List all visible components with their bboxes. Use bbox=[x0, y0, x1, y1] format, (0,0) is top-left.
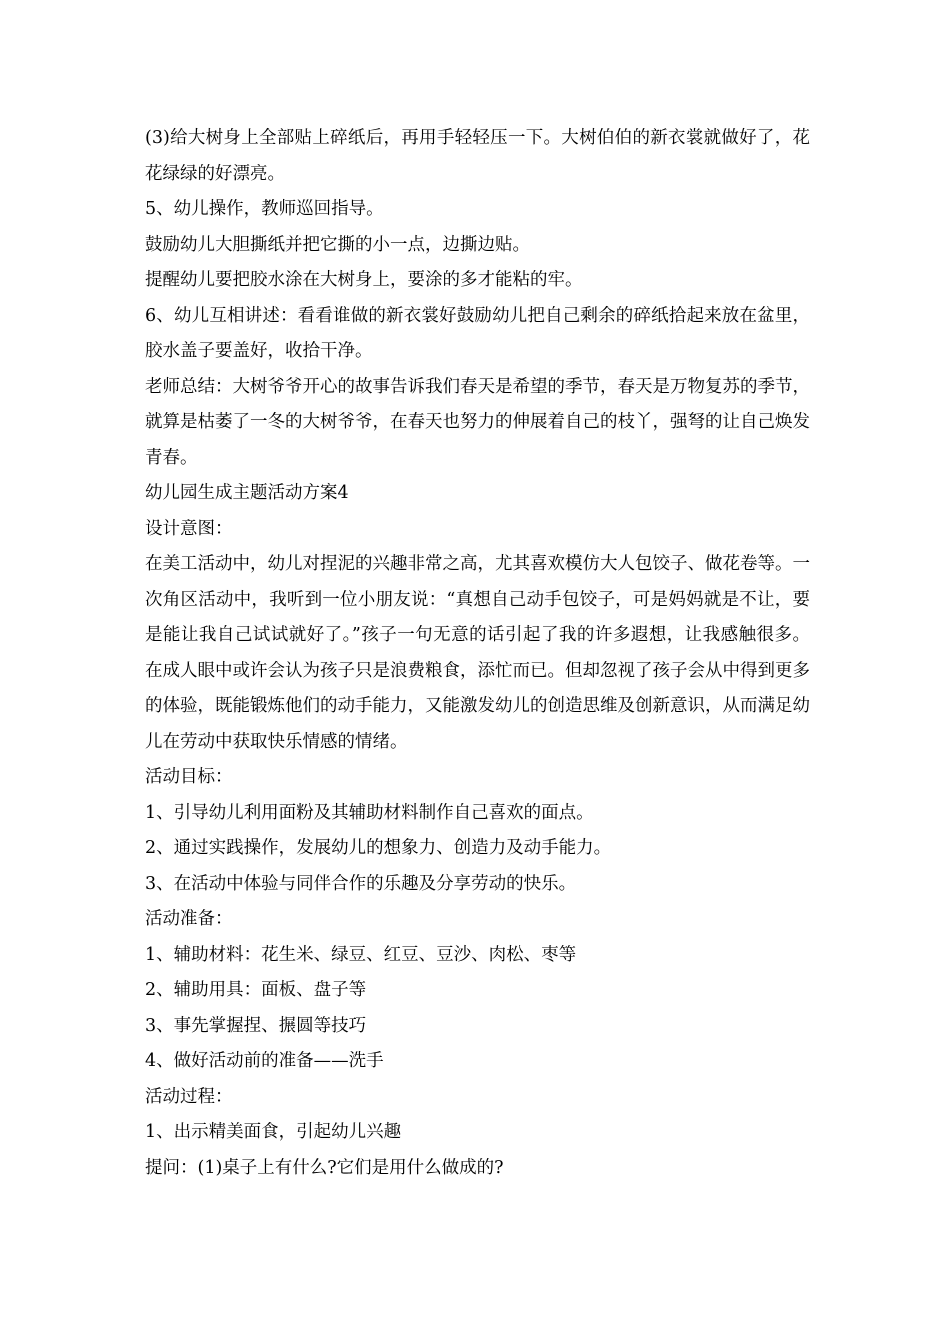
preparation-item-1: 1、辅助材料：花生米、绿豆、红豆、豆沙、肉松、枣等 bbox=[145, 944, 577, 965]
heading-design-intent: 设计意图： bbox=[145, 518, 233, 539]
paragraph-remind-glue: 提醒幼儿要把胶水涂在大树身上，要涂的多才能粘的牢。 bbox=[145, 270, 583, 290]
process-item-1: 1、出示精美面食，引起幼儿兴趣 bbox=[145, 1122, 402, 1142]
paragraph-step-6-describe: 6、幼儿互相讲述：看看谁做的新衣裳好鼓励幼儿把自己剩余的碎纸拾起来放在盆里，胶水盖子要盖好，收拾干净。 bbox=[145, 305, 810, 361]
paragraph-step-3-stick-paper: (3)给大树身上全部贴上碎纸后，再用手轻轻压一下。大树伯伯的新衣裳就做好了，花花绿绿的好漂亮。 bbox=[145, 128, 810, 184]
goal-item-2: 2、通过实践操作，发展幼儿的想象力、创造力及动手能力。 bbox=[145, 838, 612, 858]
heading-activity-preparation: 活动准备： bbox=[145, 909, 233, 929]
preparation-item-2: 2、辅助用具：面板、盘子等 bbox=[145, 980, 367, 1000]
preparation-item-4: 4、做好活动前的准备——洗手 bbox=[145, 1051, 384, 1071]
paragraph-design-intent: 在美工活动中，幼儿对捏泥的兴趣非常之高，尤其喜欢模仿大人包饺子、做花卷等。一次角区活动中，我听到一位小朋友说：“真想自己动手包饺子，可是妈妈就是不让，要是能让我自己试试就好了。”孩子一句无意的话引起了我的许多遐想，让我感触很多。在成人眼中或许会认为孩子只是浪费粮食，添忙而已。但却忽视了孩子会从中得到更多的体验，既能锻炼他们的动手能力，又能激发幼儿的创造思维及创新意识，从而满足幼儿在劳动中获取快乐情感的情绪。 bbox=[145, 554, 810, 752]
goal-item-1: 1、引导幼儿利用面粉及其辅助材料制作自己喜欢的面点。 bbox=[145, 802, 594, 823]
preparation-item-3: 3、事先掌握捏、搌圆等技巧 bbox=[145, 1015, 367, 1036]
paragraph-step-5-children-operate: 5、幼儿操作，教师巡回指导。 bbox=[145, 199, 384, 219]
paragraph-teacher-summary: 老师总结：大树爷爷开心的故事告诉我们春天是希望的季节，春天是万物复苏的季节，就算是枯萎了一冬的大树爷爷，在春天也努力的伸展着自己的枝丫，强弩的让自己焕发青春。 bbox=[145, 376, 810, 468]
paragraph-encourage-tearing: 鼓励幼儿大胆撕纸并把它撕的小一点，边撕边贴。 bbox=[145, 234, 530, 255]
goal-item-3: 3、在活动中体验与同伴合作的乐趣及分享劳动的快乐。 bbox=[145, 873, 577, 894]
section-title-plan-4: 幼儿园生成主题活动方案4 bbox=[145, 483, 349, 503]
heading-activity-goals: 活动目标： bbox=[145, 767, 233, 787]
process-question-1: 提问：(1)桌子上有什么?它们是用什么做成的? bbox=[145, 1157, 504, 1178]
heading-activity-process: 活动过程： bbox=[145, 1086, 233, 1107]
document-body bbox=[145, 121, 810, 1186]
